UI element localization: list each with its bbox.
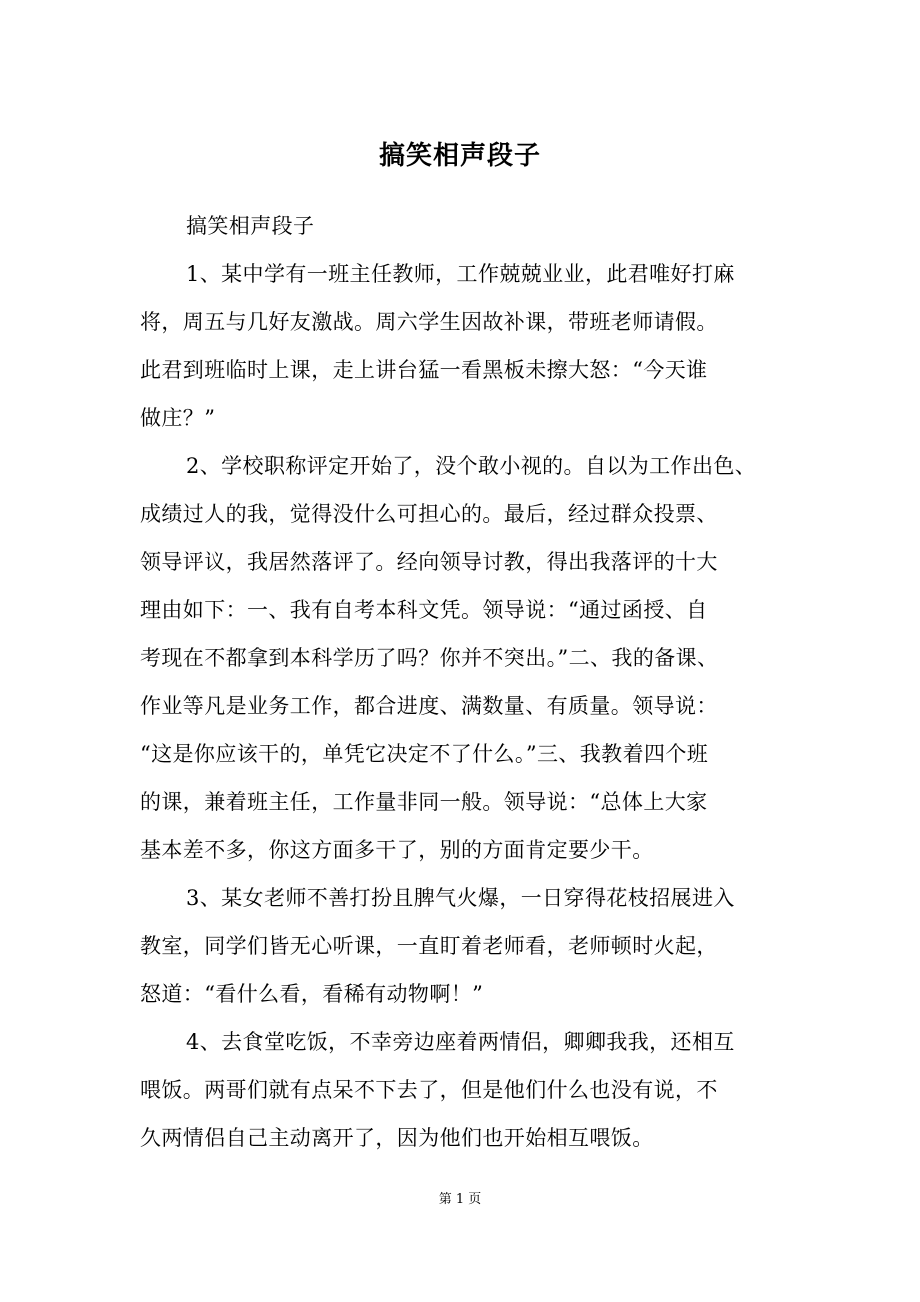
paragraph-line: 基本差不多，你这方面多干了，别的方面肯定要少干。 xyxy=(140,838,654,862)
paragraph-line: 做庄？” xyxy=(140,406,216,430)
paragraph-line: 教室，同学们皆无心听课，一直盯着老师看，老师顿时火起， xyxy=(140,934,718,958)
paragraph-line: 理由如下：一、我有自考本科文凭。领导说：“通过函授、自 xyxy=(140,598,708,622)
page-number: 第 1 页 xyxy=(438,1192,482,1207)
paragraph-line: 3、某女老师不善打扮且脾气火爆，一日穿得花枝招展进入 xyxy=(186,886,735,910)
paragraph-line: 作业等凡是业务工作，都合进度、满数量、有质量。领导说： xyxy=(140,694,718,718)
paragraph-line: 1、某中学有一班主任教师，工作兢兢业业，此君唯好打麻 xyxy=(186,262,735,286)
paragraph-line: 喂饭。两哥们就有点呆不下去了，但是他们什么也没有说，不 xyxy=(140,1078,718,1102)
paragraph-line: 2、学校职称评定开始了，没个敢小视的。自以为工作出色、 xyxy=(186,454,757,478)
paragraph-line: “这是你应该干的，单凭它决定不了什么。”三、我教着四个班 xyxy=(140,742,709,766)
paragraph-line: 领导评议，我居然落评了。经向领导讨教，得出我落评的十大 xyxy=(140,550,718,574)
paragraph-line: 搞笑相声段子 xyxy=(186,214,315,238)
paragraph-line: 成绩过人的我，觉得没什么可担心的。最后，经过群众投票、 xyxy=(140,502,718,526)
paragraph-line: 此君到班临时上课，走上讲台猛一看黑板未擦大怒：“今天谁 xyxy=(140,358,708,382)
document-title: 搞笑相声段子 xyxy=(378,141,541,171)
paragraph-line: 4、去食堂吃饭，不幸旁边座着两情侣，卿卿我我，还相互 xyxy=(186,1030,735,1054)
paragraph-line: 考现在不都拿到本科学历了吗？你并不突出。”二、我的备课、 xyxy=(140,646,719,670)
paragraph-line: 将，周五与几好友激战。周六学生因故补课，带班老师请假。 xyxy=(140,310,718,334)
paragraph-line: 怒道：“看什么看，看稀有动物啊！” xyxy=(140,982,484,1006)
paragraph-line: 的课，兼着班主任，工作量非同一般。领导说：“总体上大家 xyxy=(140,790,708,814)
paragraph-line: 久两情侣自己主动离开了，因为他们也开始相互喂饭。 xyxy=(140,1126,654,1150)
